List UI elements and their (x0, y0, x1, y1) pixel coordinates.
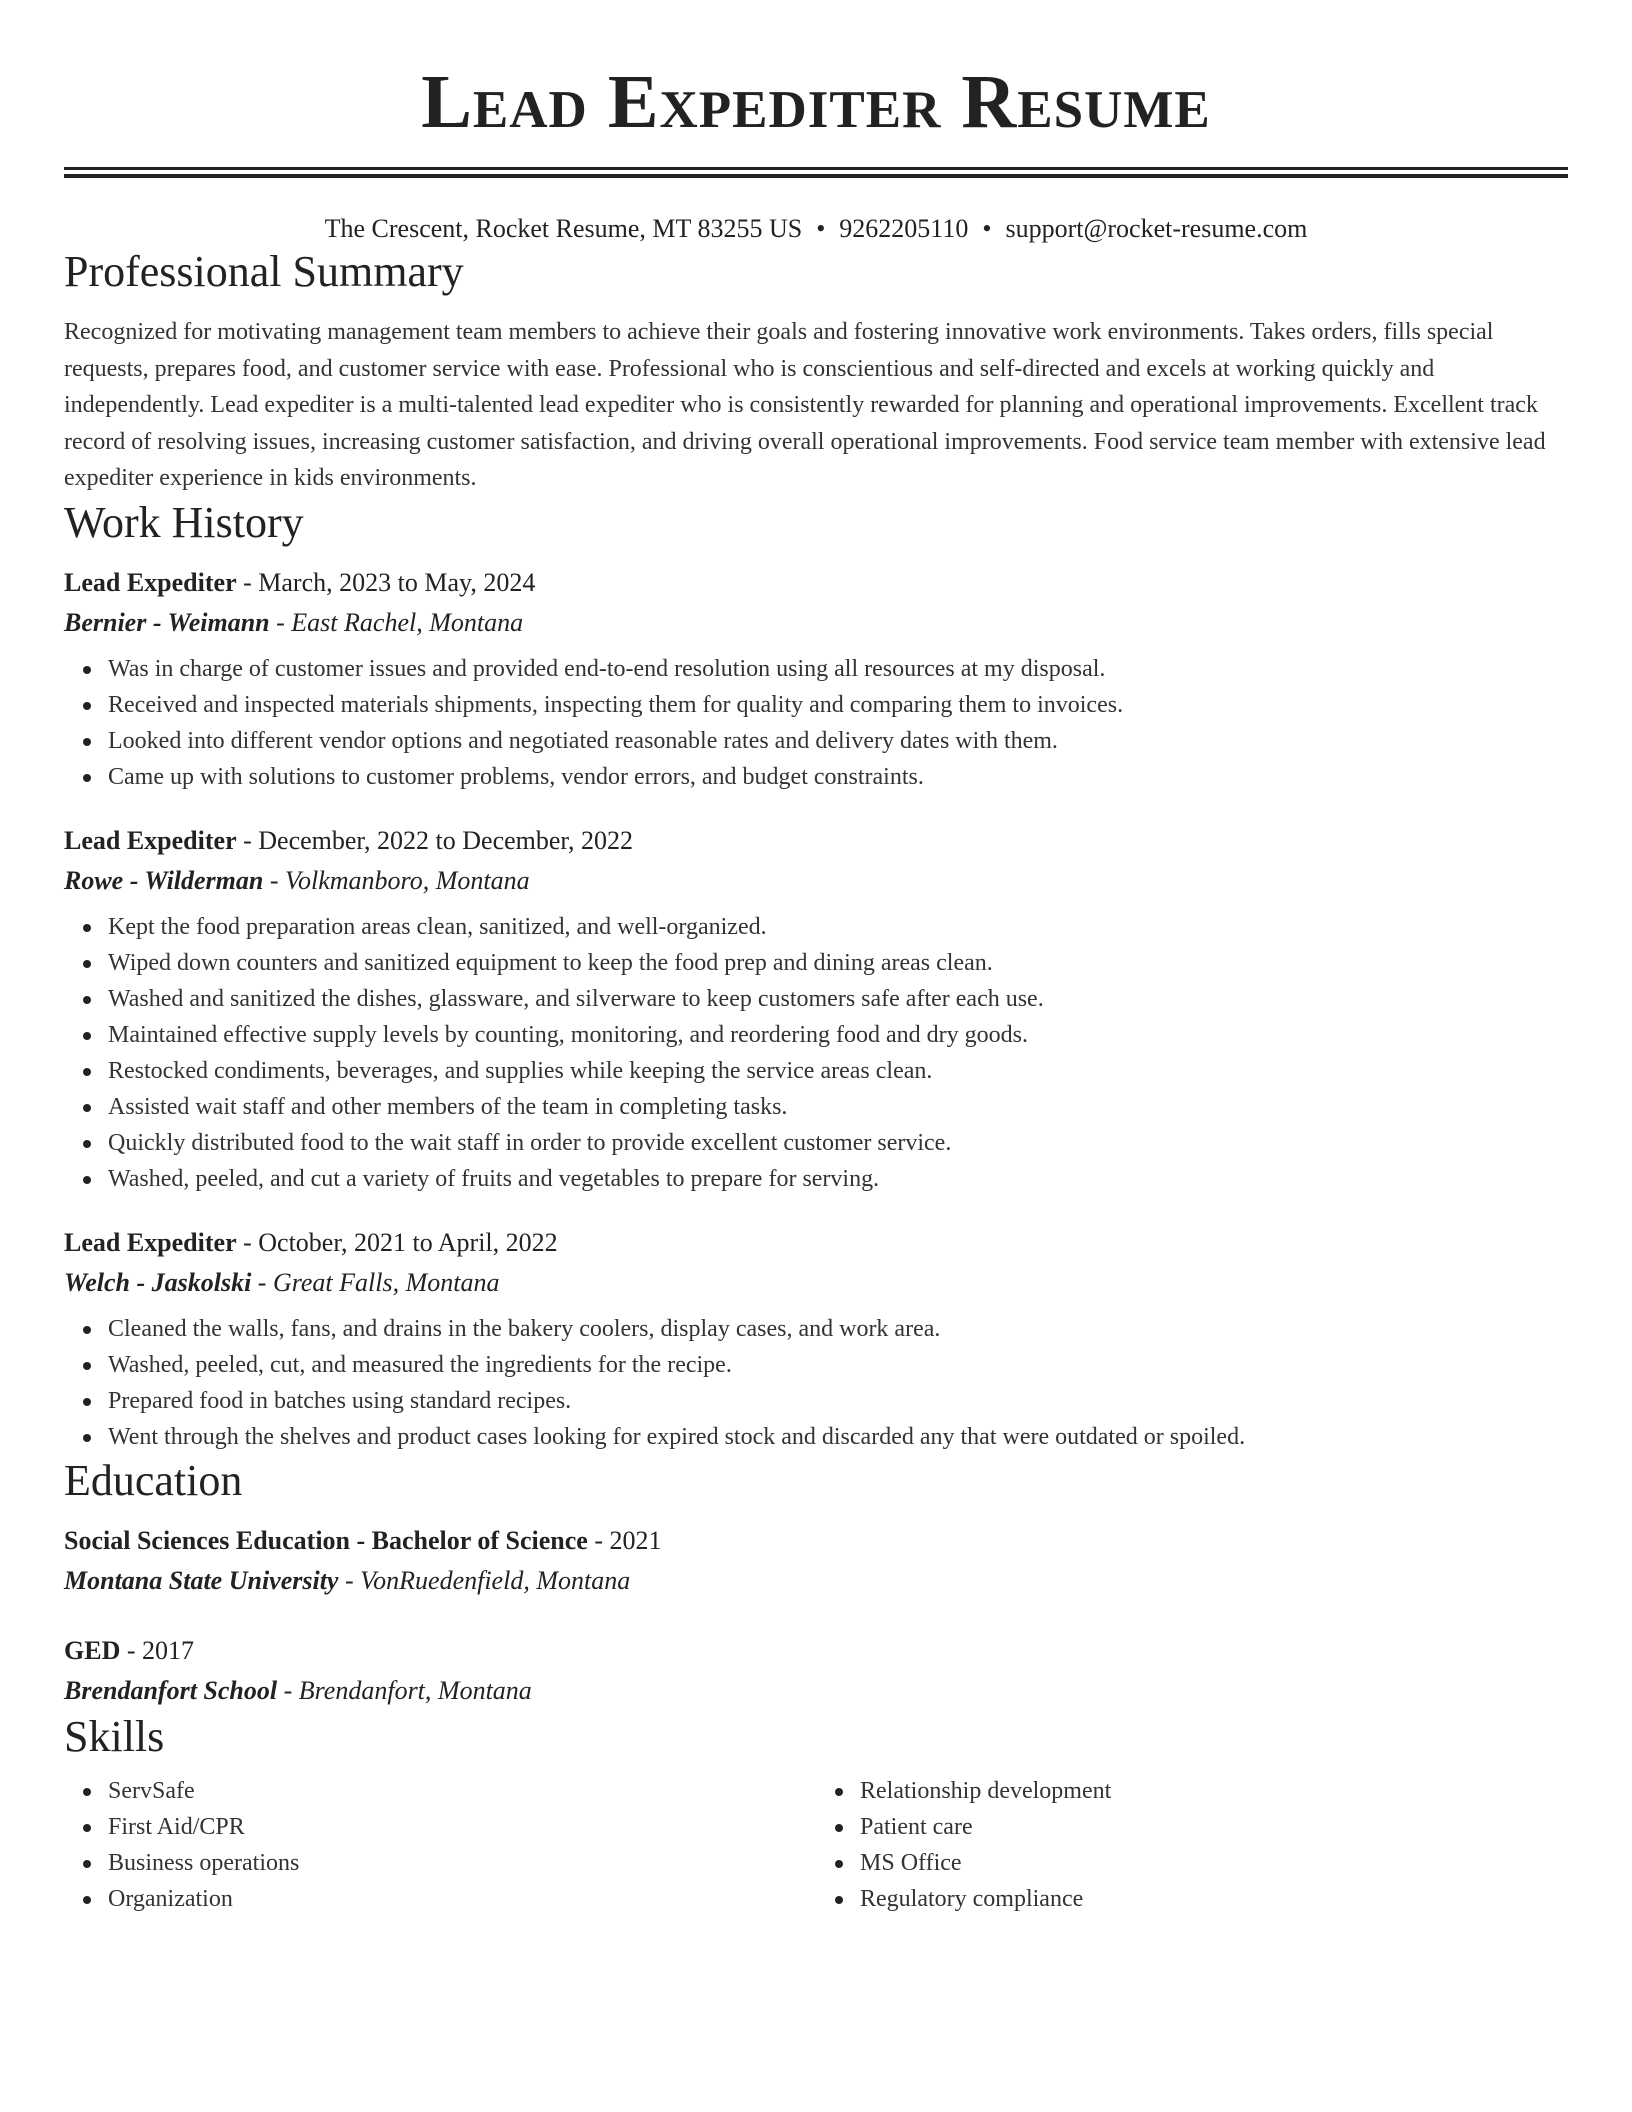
summary-text: Recognized for motivating management team members to achieve their goals and fostering innovative work environments. Takes orders, fills special requests, prepares food, and customer service with ease. Professional who is conscientious and self-directed and excels at working quickly and independently. Lead expediter is a multi-talented lead expediter who is consistently rewarded for planning and operational improvements. Excellent track record of resolving issues, increasing customer satisfaction, and driving overall operational improvements. Food service team member with extensive lead expediter experience in kids environments. (64, 319, 1546, 491)
education-degree: GED (64, 1635, 121, 1665)
job-company-line (64, 861, 1568, 901)
job-entry (64, 563, 1568, 795)
job-duty: Looked into different vendor options and negotiated reasonable rates and delivery dates with them. (108, 723, 1568, 759)
job-duties-list (64, 909, 1568, 1197)
job-duty: Prepared food in batches using standard recipes. (108, 1383, 1568, 1419)
title-divider (64, 167, 1568, 178)
skill-item: Organization (108, 1881, 816, 1917)
contact-phone: 9262205110 (839, 214, 969, 243)
education-heading: Education (64, 1455, 243, 1505)
skill-item: ServSafe (108, 1773, 816, 1809)
summary-heading: Professional Summary (64, 247, 464, 296)
job-duty: Received and inspected materials shipments, inspecting them for quality and comparing them to invoices. (108, 687, 1568, 723)
job-title: Lead Expediter (64, 567, 237, 597)
contact-line (64, 212, 1568, 246)
job-dates: - October, 2021 to April, 2022 (236, 1227, 558, 1257)
education-location: - VonRuedenfield, Montana (338, 1565, 631, 1595)
job-duty: Kept the food preparation areas clean, sanitized, and well-organized. (108, 909, 1568, 945)
job-role-line (64, 1223, 1568, 1263)
education-year: - 2017 (120, 1635, 195, 1665)
job-duty: Wiped down counters and sanitized equipment to keep the food prep and dining areas clean. (108, 945, 1568, 981)
skill-item: Business operations (108, 1845, 816, 1881)
job-role-line (64, 563, 1568, 603)
job-role-line (64, 821, 1568, 861)
job-title: Lead Expediter (64, 825, 237, 855)
skill-item: MS Office (860, 1845, 1568, 1881)
skill-item: Patient care (860, 1809, 1568, 1845)
education-school: Montana State University (64, 1565, 339, 1595)
education-entry (64, 1631, 1568, 1711)
job-location: - East Rachel, Montana (269, 607, 524, 637)
education-location: - Brendanfort, Montana (277, 1675, 532, 1705)
job-location: - Volkmanboro, Montana (263, 865, 530, 895)
contact-separator: • (816, 214, 826, 243)
job-duty: Quickly distributed food to the wait staff in order to provide excellent customer service. (108, 1125, 1568, 1161)
skill-item: Relationship development (860, 1773, 1568, 1809)
job-duty: Came up with solutions to customer problems, vendor errors, and budget constraints. (108, 759, 1568, 795)
job-duty: Washed, peeled, and cut a variety of fruits and vegetables to prepare for serving. (108, 1161, 1568, 1197)
education-school-line (64, 1671, 1568, 1711)
education-school-line (64, 1561, 1568, 1601)
job-duty: Washed, peeled, cut, and measured the ingredients for the recipe. (108, 1347, 1568, 1383)
education-year: - 2021 (587, 1525, 662, 1555)
contact-separator: • (982, 214, 992, 243)
resume-title: Lead Expediter Resume (421, 60, 1211, 144)
job-company: Rowe - Wilderman (64, 865, 264, 895)
education-entry (64, 1521, 1568, 1601)
skills-grid (64, 1773, 1568, 1917)
education-degree: Social Sciences Education - Bachelor of Science (64, 1525, 588, 1555)
job-entry (64, 821, 1568, 1197)
job-duty: Washed and sanitized the dishes, glassware, and silverware to keep customers safe after each use. (108, 981, 1568, 1017)
skills-heading: Skills (64, 1711, 165, 1761)
job-duties-list (64, 651, 1568, 795)
job-duty: Maintained effective supply levels by counting, monitoring, and reordering food and dry goods. (108, 1017, 1568, 1053)
job-company: Bernier - Weimann (64, 607, 270, 637)
job-dates: - December, 2022 to December, 2022 (236, 825, 634, 855)
skills-column-left (64, 1773, 816, 1917)
job-duty: Was in charge of customer issues and provided end-to-end resolution using all resources at my disposal. (108, 651, 1568, 687)
job-duty: Restocked condiments, beverages, and supplies while keeping the service areas clean. (108, 1053, 1568, 1089)
job-company-line (64, 603, 1568, 643)
skill-item: Regulatory compliance (860, 1881, 1568, 1917)
job-company: Welch - Jaskolski (64, 1267, 252, 1297)
job-duties-list (64, 1311, 1568, 1455)
skills-column-right (816, 1773, 1568, 1917)
education-school: Brendanfort School (64, 1675, 278, 1705)
job-title: Lead Expediter (64, 1227, 237, 1257)
skill-item: First Aid/CPR (108, 1809, 816, 1845)
education-degree-line (64, 1521, 1568, 1561)
work-history-heading: Work History (64, 497, 304, 547)
education-degree-line (64, 1631, 1568, 1671)
contact-address: The Crescent, Rocket Resume, MT 83255 US (324, 214, 803, 243)
job-entry (64, 1223, 1568, 1455)
job-duty: Assisted wait staff and other members of the team in completing tasks. (108, 1089, 1568, 1125)
job-location: - Great Falls, Montana (251, 1267, 500, 1297)
job-duty: Cleaned the walls, fans, and drains in the bakery coolers, display cases, and work area. (108, 1311, 1568, 1347)
job-duty: Went through the shelves and product cases looking for expired stock and discarded any that were outdated or spoiled. (108, 1419, 1568, 1455)
job-dates: - March, 2023 to May, 2024 (236, 567, 536, 597)
job-company-line (64, 1263, 1568, 1303)
contact-email: support@rocket-resume.com (1005, 214, 1308, 243)
